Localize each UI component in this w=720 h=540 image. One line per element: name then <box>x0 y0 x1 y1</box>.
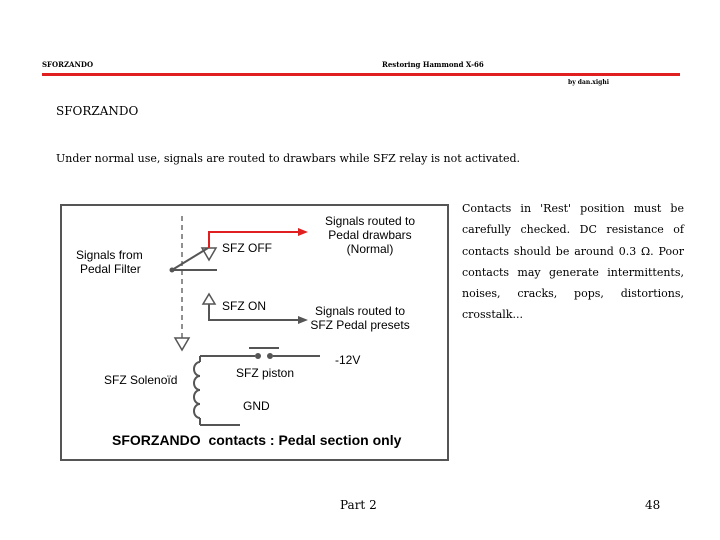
sfz-piston-label: SFZ piston <box>236 366 295 380</box>
contact-notes: Contacts in 'Rest' position must be carefully checked. DC resistance of contacts should be around 0.3 Ω. Poor contacts may generate intermittents, noises, cracks, pops, distortions, crosstalk... <box>462 202 684 322</box>
voltage-label: -12V <box>335 353 361 367</box>
drawbars-label-1: Signals routed to <box>324 214 416 228</box>
piston-contact-right <box>267 353 273 359</box>
header-rule <box>42 73 680 76</box>
diagram-caption: SFORZANDO contacts : Pedal section only <box>112 432 402 448</box>
presets-label-1: Signals routed to <box>314 304 406 318</box>
intro-text: Under normal use, signals are routed to drawbars while SFZ relay is not activated. <box>56 152 521 165</box>
sfz-on-label: SFZ ON <box>222 299 266 313</box>
signals-from-label-2: Pedal Filter <box>80 262 141 276</box>
page-title: SFORZANDO <box>56 104 139 118</box>
piston-contact-left <box>255 353 261 359</box>
presets-label-2: SFZ Pedal presets <box>310 318 410 332</box>
header-left: SFORZANDO <box>42 60 94 69</box>
page-number: 48 <box>645 498 661 512</box>
sfz-solenoid-label: SFZ Solenoïd <box>104 373 178 387</box>
drawbars-label-3: (Normal) <box>346 242 394 256</box>
drawbars-label-2: Pedal drawbars <box>328 228 412 242</box>
sfz-off-label: SFZ OFF <box>222 241 272 255</box>
header-author: by dan.xighi <box>568 79 609 86</box>
sforzando-diagram <box>60 204 449 461</box>
gnd-label: GND <box>243 399 270 413</box>
signals-from-label-1: Signals from <box>76 248 143 262</box>
footer-part: Part 2 <box>340 498 377 512</box>
header-center: Restoring Hammond X-66 <box>382 60 484 69</box>
diagram-svg <box>60 204 449 461</box>
